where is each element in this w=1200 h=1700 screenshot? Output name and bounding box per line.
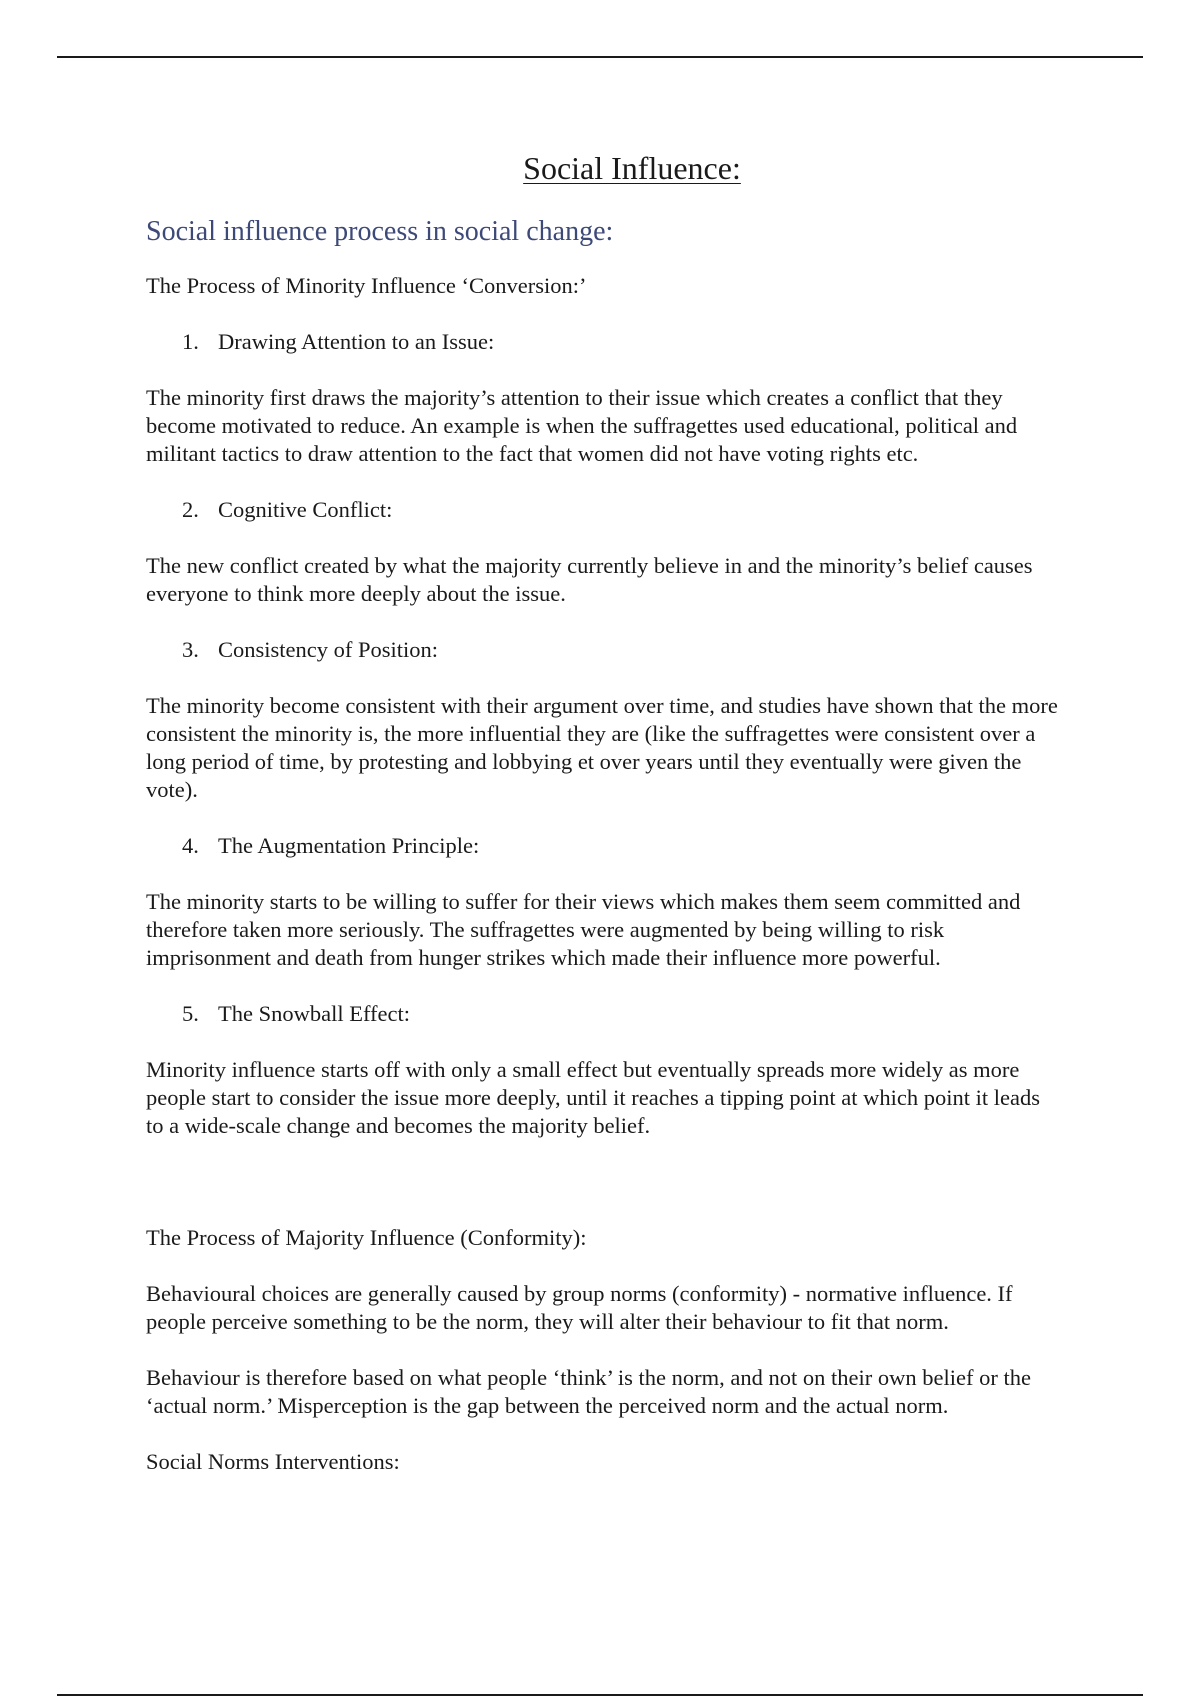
step-number: 5. [182, 1001, 199, 1026]
minority-heading: The Process of Minority Influence ‘Conversion:’ [146, 273, 587, 298]
step-4-text: The minority starts to be willing to suffer for their views which makes them seem committed and therefore taken more seriously. The suffragettes were augmented by being willing to risk imprisonment and death from hunger strikes which made their influence more powerful. [146, 889, 1021, 970]
step-label: Drawing Attention to an Issue: [218, 329, 495, 354]
footer-rule [57, 1694, 1143, 1696]
step-2-text: The new conflict created by what the majority currently believe in and the minority’s belief causes everyone to think more deeply about the issue. [146, 553, 1033, 606]
step-label: Consistency of Position: [218, 637, 439, 662]
majority-paragraph-1: Behavioural choices are generally caused by group norms (conformity) - normative influence. If people perceive something to be the norm, they will alter their behaviour to fit that norm. [146, 1281, 1013, 1334]
page-title: Social Influence: [523, 150, 741, 186]
step-number: 3. [182, 637, 199, 662]
step-4-heading [182, 832, 1066, 860]
header-rule [57, 56, 1143, 58]
step-label: Cognitive Conflict: [218, 497, 393, 522]
step-2-heading [182, 496, 1066, 524]
majority-paragraph-2: Behaviour is therefore based on what people ‘think’ is the norm, and not on their own belief or the ‘actual norm.’ Misperception is the gap between the perceived norm and the actual norm. [146, 1365, 1031, 1418]
step-number: 1. [182, 329, 199, 354]
majority-heading: The Process of Majority Influence (Conformity): [146, 1225, 587, 1250]
step-5-heading [182, 1000, 1066, 1028]
step-label: The Snowball Effect: [218, 1001, 411, 1026]
step-3-text: The minority become consistent with their argument over time, and studies have shown that the more consistent the minority is, the more influential they are (like the suffragettes were consistent over a long period of time, by protesting and lobbying et over years until they eventually were given the vote). [146, 693, 1058, 802]
step-1-heading [182, 328, 1066, 356]
interventions-heading: Social Norms Interventions: [146, 1449, 400, 1474]
step-number: 2. [182, 497, 199, 522]
step-1-text: The minority first draws the majority’s attention to their issue which creates a conflict that they become motivated to reduce. An example is when the suffragettes used educational, political and militant tactics to draw attention to the fact that women did not have voting rights etc. [146, 385, 1018, 466]
step-3-heading [182, 636, 1066, 664]
section-heading: Social influence process in social change: [146, 216, 614, 247]
step-number: 4. [182, 833, 199, 858]
step-label: The Augmentation Principle: [218, 833, 480, 858]
document-body [146, 140, 1066, 1476]
step-5-text: Minority influence starts off with only a small effect but eventually spreads more widely as more people start to consider the issue more deeply, until it reaches a tipping point at which point it leads to a wide-scale change and becomes the majority belief. [146, 1057, 1040, 1138]
